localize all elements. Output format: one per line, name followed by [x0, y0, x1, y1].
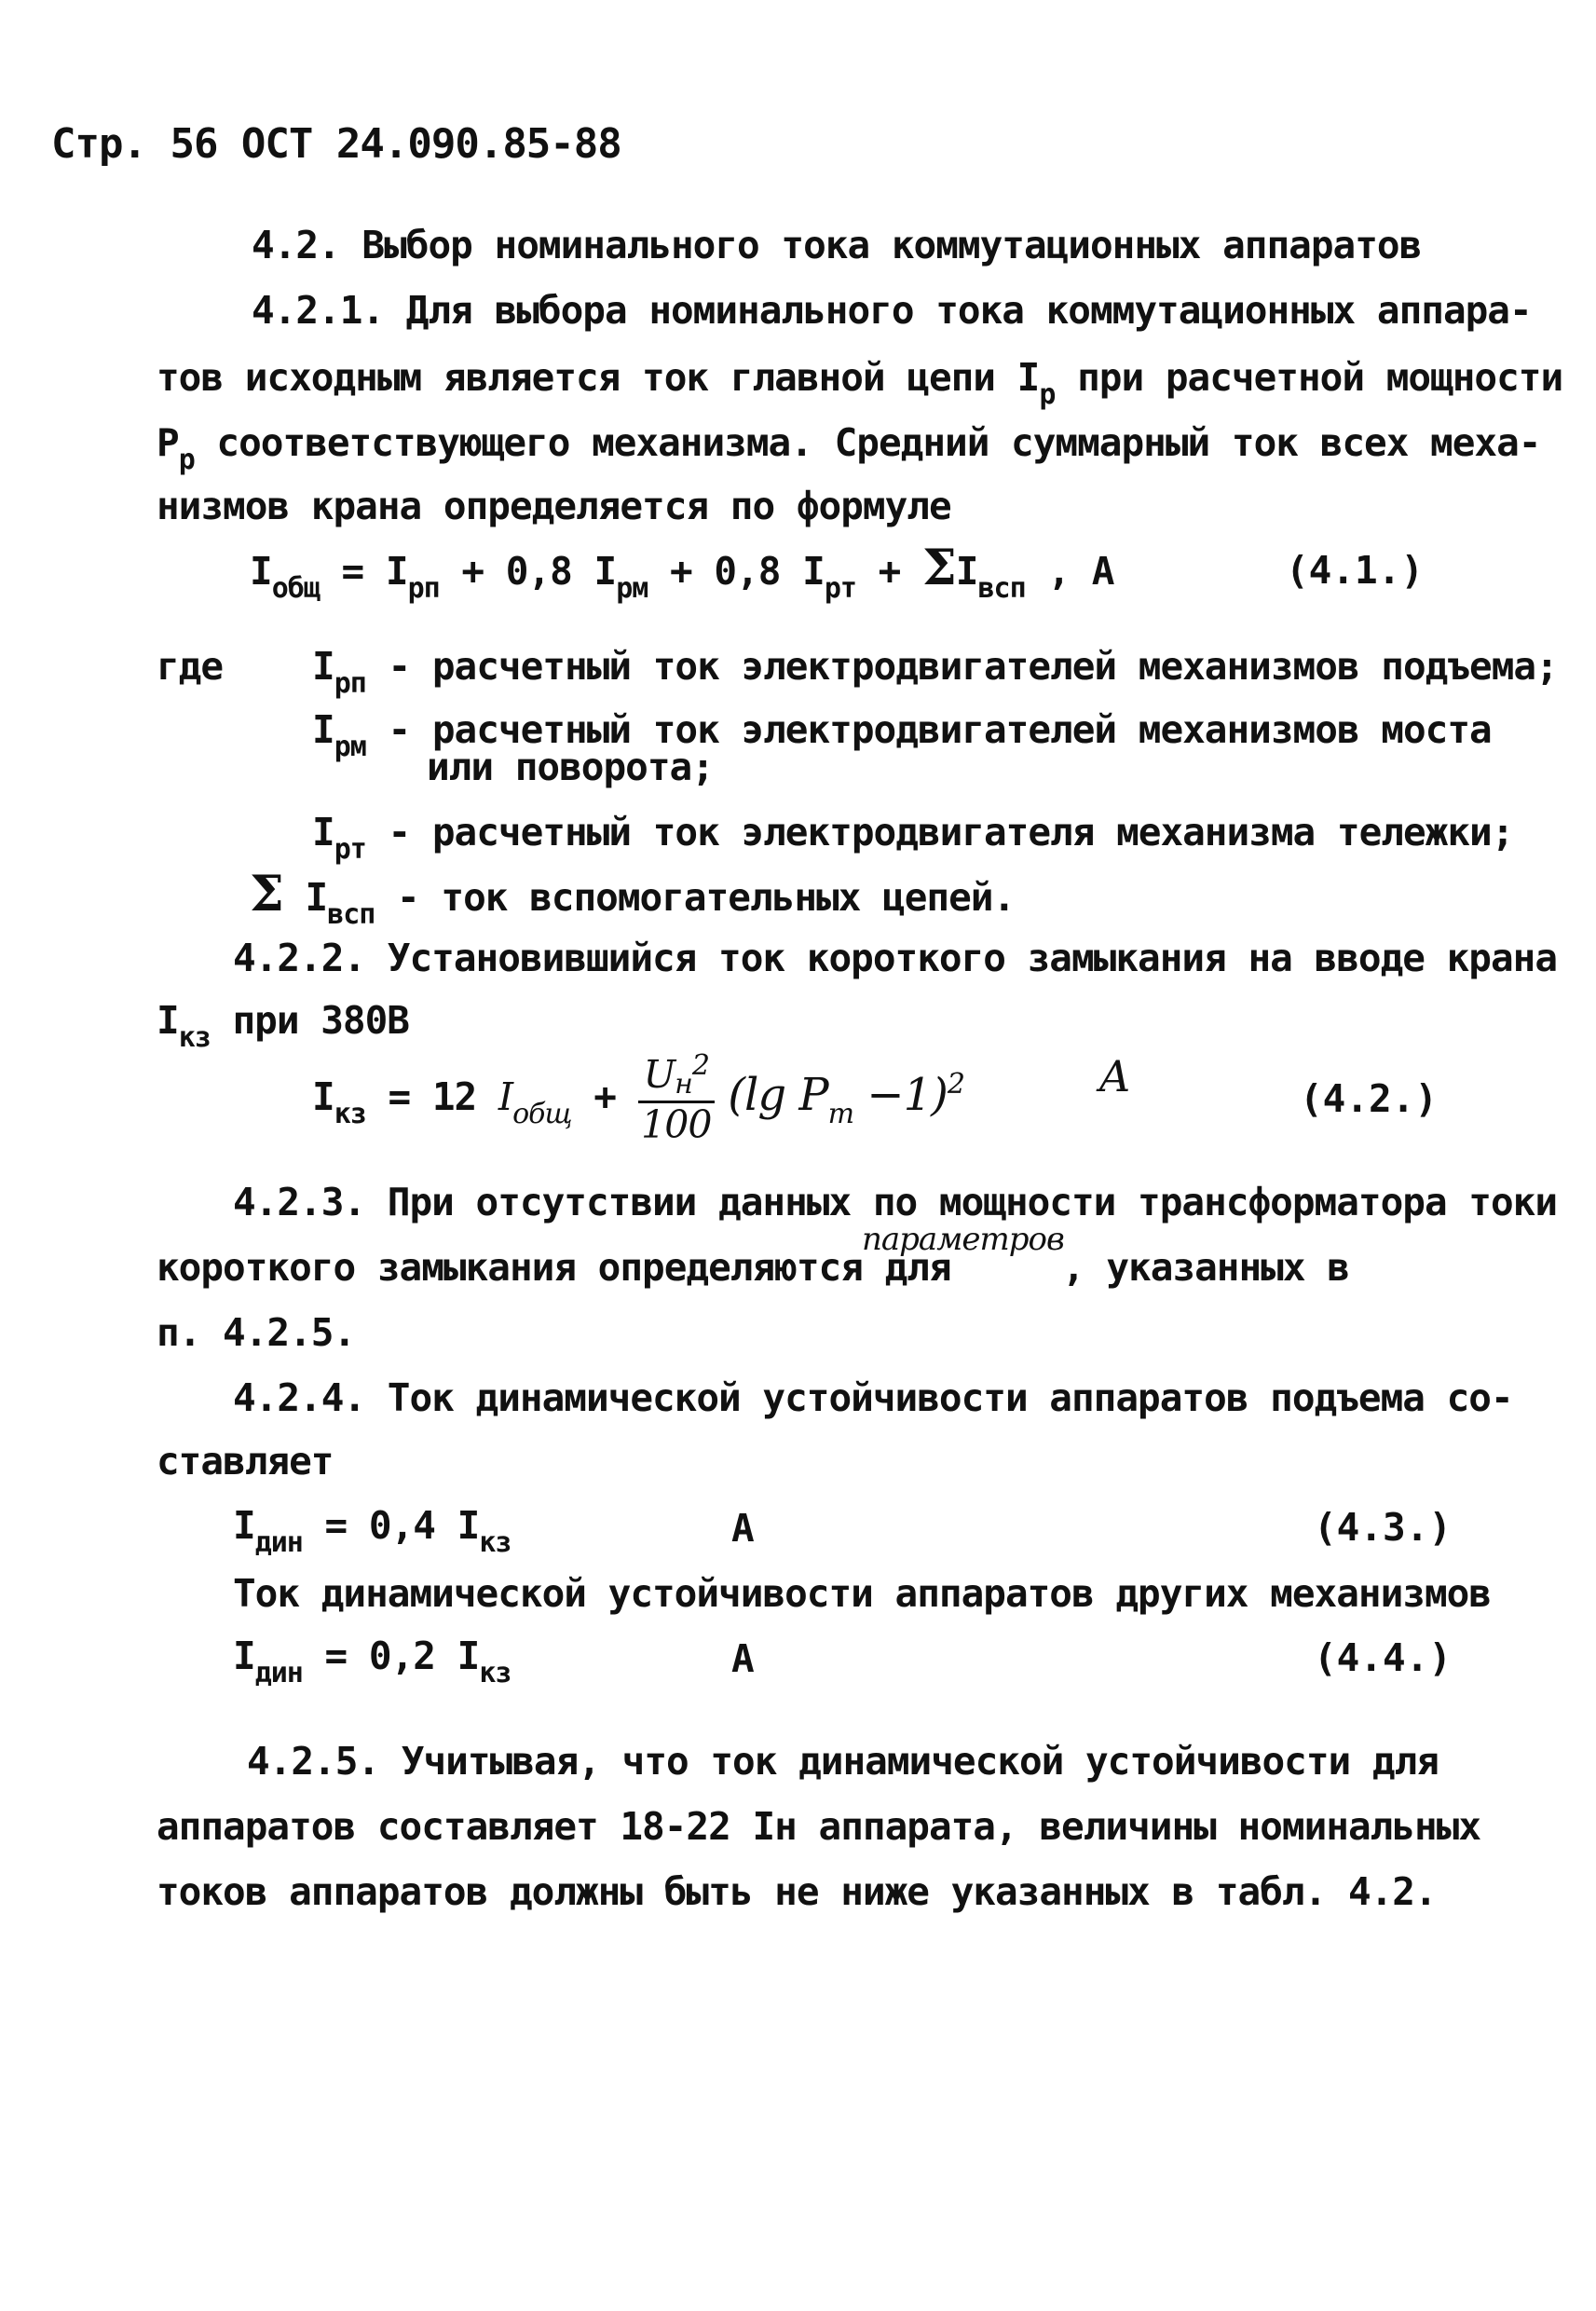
equation-4-2: $I_{кз} = 12$ $I_{общ}$ + $\frac{Uн^2}{100}$ (lg $P_т -1)^2$ — [312, 1049, 964, 1147]
definition-isum: Σ $I_{всп}$ - ток вспомогательных цепей. — [250, 866, 1016, 931]
equation-4-4: $I_{дин} = 0,2$ $I_{кз}$ — [233, 1634, 512, 1689]
definition-irt: $I_{рт}$ - расчетный ток электродвигателя механизма тележки; — [312, 810, 1514, 866]
definition-irm-cont: или поворота; — [427, 745, 714, 789]
p423-line2a: короткого замыкания определяются для — [157, 1245, 951, 1290]
equation-4-2-unit: A — [1099, 1051, 1130, 1101]
p421-line3: $Р_р$ соответствующего механизма. Средний суммарный ток всех меха- — [157, 420, 1541, 476]
equation-number-4-4: (4.4.) — [1314, 1635, 1453, 1680]
equation-number-4-2: (4.2.) — [1300, 1076, 1439, 1121]
p424-line2: ставляет — [157, 1439, 334, 1484]
p422-line2: $I_{кз}$ при 380В — [157, 998, 409, 1054]
equation-4-3: $I_{дин} = 0,4$ $I_{кз}$ — [233, 1503, 512, 1559]
section-title: 4.2. Выбор номинального тока коммутационных аппаратов — [252, 223, 1422, 267]
p421-line1: 4.2.1. Для выбора номинального тока коммутационных аппара- — [252, 288, 1532, 333]
definition-irm: $I_{рм}$ - расчетный ток электродвигателей механизмов моста — [312, 707, 1492, 763]
other-mechanisms-text: Ток динамической устойчивости аппаратов других механизмов — [233, 1571, 1491, 1616]
p421-line4: низмов крана определяется по формуле — [157, 484, 951, 528]
p425-line3: токов аппаратов должны быть не ниже указанных в табл. 4.2. — [157, 1869, 1437, 1914]
equation-4-1: $I_{общ} = I_{рп} + 0,8$ $I_{рм} + 0,8$ $I_{рт} + \Sigma I_{всп}$ , А — [250, 540, 1114, 605]
equation-4-3-unit: А — [731, 1506, 754, 1551]
equation-number-4-3: (4.3.) — [1314, 1505, 1453, 1550]
p423-line1: 4.2.3. При отсутствии данных по мощности трансформатора токи — [233, 1180, 1558, 1224]
sigma-symbol: Σ — [250, 866, 283, 923]
p423-line3: п. 4.2.5. — [157, 1310, 356, 1355]
fraction-un2-over-100: $\frac{Uн^2}{100}$ — [638, 1053, 715, 1146]
equation-number-4-1: (4.1.) — [1286, 548, 1425, 593]
page-header: Стр. 56 ОСТ 24.090.85-88 — [51, 120, 621, 168]
sigma-symbol: Σ — [922, 540, 956, 596]
equation-4-4-unit: А — [731, 1636, 754, 1681]
p422-line1: 4.2.2. Установившийся ток короткого замыкания на вводе крана — [233, 936, 1558, 980]
p424-line1: 4.2.4. Ток динамической устойчивости аппаратов подъема со- — [233, 1375, 1513, 1420]
p421-line2: тов исходным является ток главной цепи $I_р$ при расчетной мощности — [157, 355, 1563, 411]
handwritten-insertion: параметров — [862, 1221, 1064, 1258]
p425-line1: 4.2.5. Учитывая, что ток динамической устойчивости для — [247, 1739, 1439, 1784]
where-word: где — [157, 644, 224, 689]
p425-line2: аппаратов составляет 18-22 Iн аппарата, величины номинальных — [157, 1804, 1481, 1849]
definition-irp: $I_{рп}$ - расчетный ток электродвигателей механизмов подъема; — [312, 644, 1558, 700]
p423-line2b: , указанных в — [1062, 1245, 1349, 1290]
